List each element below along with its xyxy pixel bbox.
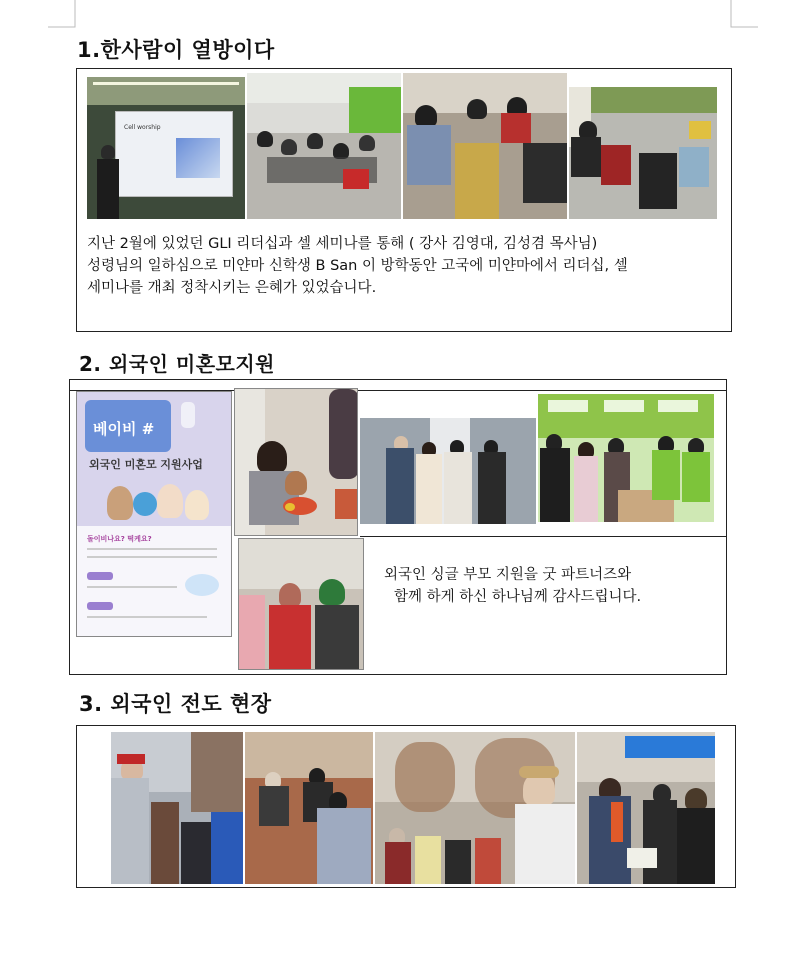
seminar-room-photo: [247, 73, 401, 219]
street-photo-3: [375, 732, 575, 884]
poster-title-2: 외국인 미혼모 지원사업: [89, 458, 203, 471]
section-2-box: [69, 379, 727, 675]
mother-child-photo: [234, 388, 358, 536]
section-2-caption-line-2: 함께 하게 하신 하나님께 감사드립니다.: [394, 589, 642, 605]
support-poster: [76, 391, 232, 637]
page-corner-mark-right: [730, 0, 758, 28]
section-2-heading: 2. 외국인 미혼모지원: [79, 352, 275, 376]
group-prayer-photo: [403, 73, 567, 219]
section-3-box: [76, 725, 736, 888]
page-corner-mark-left: [48, 0, 76, 28]
section-1-line-2: 성령님의 일하심으로 미얀마 신학생 B San 이 방학동안 고국에 미얀마에서 리더십, 셀: [87, 258, 628, 274]
street-photo-4: [577, 732, 715, 884]
section-1-line-1: 지난 2월에 있었던 GLI 리더십과 셀 세미나를 통해 ( 강사 김영대, 김성겸 목사님): [87, 236, 598, 252]
section-2-caption-line-1: 외국인 싱글 부모 지원을 굿 파트너즈와: [384, 567, 632, 583]
lecture-photo: [87, 77, 245, 219]
section-3-heading: 3. 외국인 전도 현장: [79, 692, 272, 716]
slide-text: Cell worship: [124, 124, 161, 131]
section-1-line-3: 세미나를 개최 정착시키는 은혜가 있었습니다.: [87, 280, 377, 296]
street-photo-2: [245, 732, 373, 884]
street-photo-1: [111, 732, 243, 884]
group-hallway-photo: [360, 418, 536, 524]
caption-frame: [360, 536, 726, 537]
section-1-box: [76, 68, 732, 332]
partners-event-photo: [538, 394, 714, 522]
section-1-heading: 1.한사람이 열방이다: [77, 38, 275, 62]
projector-screen: [115, 111, 233, 197]
poster-title-1: 베이비 #: [93, 420, 155, 438]
poster-question: 돌이비나요? 떡케요?: [87, 535, 152, 543]
circle-meeting-photo: [569, 87, 717, 219]
elderly-couple-photo: [238, 538, 364, 670]
